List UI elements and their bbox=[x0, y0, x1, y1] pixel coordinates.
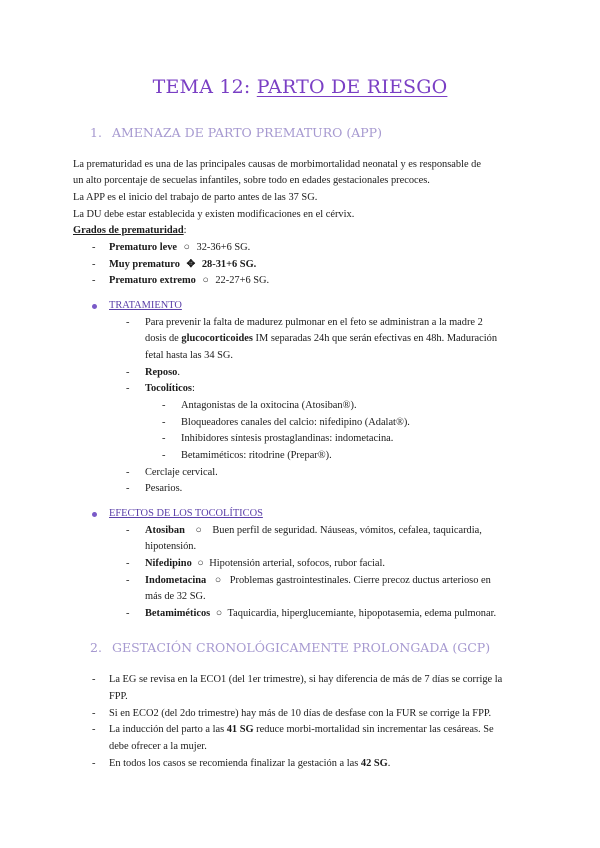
effect-betamimeticos bbox=[145, 606, 496, 623]
grade-value: 22-27+6 SG. bbox=[215, 275, 270, 286]
text-fragment: . bbox=[387, 758, 391, 769]
intro-line-1: La prematuridad es una de las principales causas de morbimortalidad neonatal y es responsable de bbox=[73, 159, 481, 170]
grades-label: Grados de prematuridad bbox=[73, 225, 184, 236]
gcp-item-3-line-1 bbox=[109, 722, 494, 739]
grade-value: 28-31+6 SG. bbox=[201, 259, 257, 270]
grade-item bbox=[109, 240, 250, 257]
list-dash: - bbox=[126, 317, 130, 328]
treatment-item-1-line-1: Para prevenir la falta de madurez pulmonar en el feto se administran a la madre 2 bbox=[145, 317, 483, 328]
list-dash: - bbox=[92, 758, 96, 769]
text-fragment: La inducción del parto a las bbox=[109, 724, 227, 735]
gcp-item-1-line-2: FPP. bbox=[109, 691, 128, 702]
treatment-rest bbox=[145, 365, 180, 382]
gcp-item-1-line-1: La EG se revisa en la ECO1 (del 1er trimestre), si hay diferencia de más de 7 días se corrige la bbox=[109, 674, 503, 685]
list-dash: - bbox=[126, 525, 130, 536]
treatment-tocolytics bbox=[145, 381, 195, 398]
page-title bbox=[0, 76, 600, 98]
effect-text: Buen perfil de seguridad. Náuseas, vómitos, cefalea, taquicardia, bbox=[212, 525, 482, 536]
tocolytic-item: Antagonistas de la oxitocina (Atosiban®). bbox=[181, 400, 357, 411]
gcp-item-3-line-2: debe ofrecer a la mujer. bbox=[109, 741, 207, 752]
bullet-icon bbox=[92, 512, 97, 517]
drug-name: Indometacina bbox=[145, 575, 207, 586]
list-dash: - bbox=[162, 433, 166, 444]
intro-line-4: La DU debe estar establecida y existen modificaciones en el cérvix. bbox=[73, 209, 355, 220]
gcp-item-2: Si en ECO2 (del 2do trimestre) hay más de 10 días de desfase con la FUR se corrige la FPP. bbox=[109, 708, 492, 719]
intro-line-2: un alto porcentaje de secuelas infantiles, sobre todo en edades gestacionales precoces. bbox=[73, 175, 430, 186]
treatment-item-1-line-2 bbox=[145, 331, 497, 348]
grade-item bbox=[109, 273, 269, 290]
grade-name: Muy prematuro bbox=[109, 259, 180, 270]
circle-symbol: ○ bbox=[214, 575, 222, 586]
title-prefix: TEMA 12: bbox=[152, 76, 251, 98]
grades-colon: : bbox=[183, 225, 187, 236]
list-dash: - bbox=[126, 575, 130, 586]
grade-name: Prematuro leve bbox=[109, 242, 177, 253]
list-dash: - bbox=[126, 483, 130, 494]
list-dash: - bbox=[126, 383, 130, 394]
effect-nifedipino bbox=[145, 556, 385, 573]
rest-term: Reposo bbox=[145, 367, 178, 378]
list-dash: - bbox=[162, 450, 166, 461]
text-fragment: En todos los casos se recomienda finalizar la gestación a las bbox=[109, 758, 361, 769]
effect-text: Taquicardia, hiperglucemiante, hipopotasemia, edema pulmonar. bbox=[227, 608, 497, 619]
list-dash: - bbox=[126, 558, 130, 569]
drug-name: Betamiméticos bbox=[145, 608, 211, 619]
drug-name: Nifedipino bbox=[145, 558, 192, 569]
list-dash: - bbox=[92, 259, 96, 270]
circle-symbol: ○ bbox=[195, 525, 202, 536]
circle-symbol: ○ bbox=[215, 608, 223, 619]
drug-name: Atosiban bbox=[145, 525, 185, 536]
grade-item bbox=[109, 257, 256, 274]
effect-text: Hipotensión arterial, sofocos, rubor facial. bbox=[209, 558, 385, 569]
list-dash: - bbox=[92, 242, 96, 253]
bold-term: 42 SG bbox=[360, 758, 388, 769]
circle-symbol: ○ bbox=[197, 558, 204, 569]
glucocorticoides-term: glucocorticoides bbox=[181, 333, 253, 344]
text-fragment: dosis de bbox=[145, 333, 182, 344]
list-dash: - bbox=[162, 417, 166, 428]
list-dash: - bbox=[92, 674, 96, 685]
grades-heading bbox=[73, 223, 187, 240]
list-dash: - bbox=[126, 467, 130, 478]
text-fragment: . bbox=[177, 367, 180, 378]
grade-name: Prematuro extremo bbox=[109, 275, 196, 286]
list-dash: - bbox=[126, 367, 130, 378]
list-dash: - bbox=[92, 724, 96, 735]
text-fragment: IM separadas 24h que serán efectivas en 48h. Maduración bbox=[252, 333, 498, 344]
section-2-number: 2. bbox=[90, 640, 102, 655]
treatment-item-1-line-3: fetal hasta las 34 SG. bbox=[145, 350, 234, 361]
section-1-title: AMENAZA DE PARTO PREMATURO (APP) bbox=[111, 125, 382, 140]
effects-heading: EFECTOS DE LOS TOCOLÍTICOS bbox=[109, 508, 263, 519]
section-2-title: GESTACIÓN CRONOLÓGICAMENTE PROLONGADA (GCP) bbox=[111, 640, 491, 655]
tocolytic-item: Betamiméticos: ritodrine (Prepar®). bbox=[181, 450, 332, 461]
intro-line-3: La APP es el inicio del trabajo de parto antes de las 37 SG. bbox=[73, 192, 318, 203]
star-symbol: ✥ bbox=[186, 259, 196, 270]
effect-atosiban bbox=[145, 523, 482, 540]
list-dash: - bbox=[126, 608, 130, 619]
treatment-pessary: Pesarios. bbox=[145, 483, 183, 494]
effect-text: Problemas gastrointestinales. Cierre precoz ductus arterioso en bbox=[229, 575, 491, 586]
treatment-heading: TRATAMIENTO bbox=[109, 300, 182, 311]
tocolytics-term: Tocolíticos bbox=[145, 383, 192, 394]
grade-value: 32-36+6 SG. bbox=[196, 242, 251, 253]
gcp-item-4 bbox=[109, 756, 390, 773]
bold-term: 41 SG bbox=[226, 724, 254, 735]
section-2-heading bbox=[90, 640, 490, 655]
circle-symbol: ○ bbox=[202, 275, 209, 286]
effect-indometacina bbox=[145, 573, 491, 590]
tocolytic-item: Bloqueadores canales del calcio: nifedipino (Adalat®). bbox=[181, 417, 410, 428]
list-dash: - bbox=[92, 275, 96, 286]
circle-symbol: ○ bbox=[183, 242, 190, 253]
treatment-cerclage: Cerclaje cervical. bbox=[145, 467, 218, 478]
tocolytic-item: Inhibidores síntesis prostaglandinas: indometacina. bbox=[181, 433, 394, 444]
bullet-icon bbox=[92, 304, 97, 309]
effect-indometacina-line-2: más de 32 SG. bbox=[145, 591, 206, 602]
list-dash: - bbox=[162, 400, 166, 411]
section-1-heading bbox=[90, 125, 382, 140]
text-fragment: : bbox=[191, 383, 195, 394]
title-main: PARTO DE RIESGO bbox=[256, 76, 448, 98]
section-1-number: 1. bbox=[90, 125, 102, 140]
list-dash: - bbox=[92, 708, 96, 719]
text-fragment: reduce morbi-mortalidad sin incrementar las cesáreas. Se bbox=[253, 724, 494, 735]
effect-atosiban-line-2: hipotensión. bbox=[145, 541, 197, 552]
